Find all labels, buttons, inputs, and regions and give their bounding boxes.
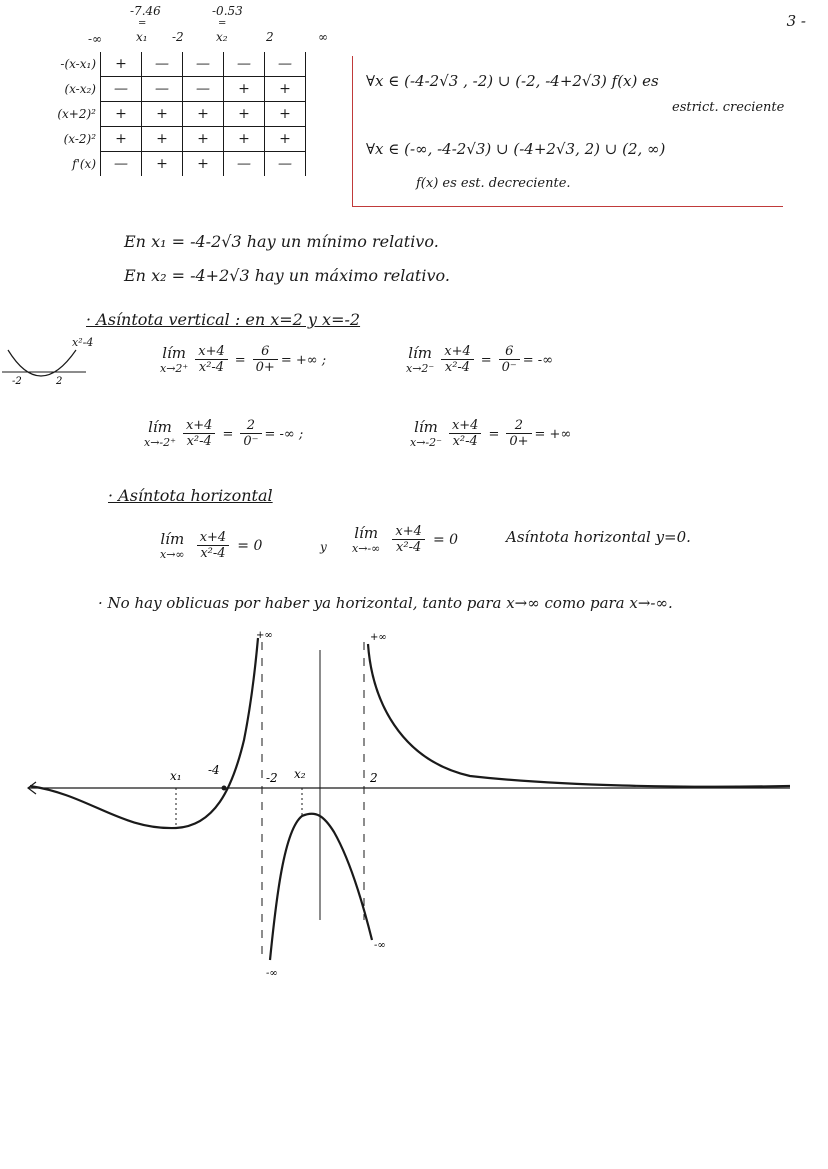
header-x1: x₁: [136, 30, 148, 44]
sign-row: [40, 127, 306, 152]
result-den: 0+: [255, 360, 275, 375]
sign-cell: —: [224, 152, 265, 177]
connector-y: y: [320, 540, 327, 554]
sign-row-label: (x-2)²: [40, 127, 101, 152]
lim-eq: =: [222, 427, 234, 442]
graph-label-minus-inf-left: -∞: [266, 968, 278, 979]
lim-word: lím: [408, 344, 433, 362]
lim-sub: x→-2⁺: [144, 436, 176, 449]
frac-den: x²-4: [444, 360, 471, 375]
header-minus-2: -2: [172, 30, 184, 44]
lim-eq: =: [480, 353, 492, 368]
sketch-label-minus2: -2: [12, 376, 22, 387]
sign-cell: +: [265, 102, 306, 127]
lim-sub: x→2⁺: [160, 362, 189, 375]
extrema-max: En x₂ = -4+2√3 hay un máximo relativo.: [124, 266, 450, 285]
denominator-note: x²-4: [72, 336, 94, 349]
graph-label-minus4: -4: [208, 763, 220, 777]
sign-cell: +: [265, 127, 306, 152]
horizontal-limit-2: [352, 524, 458, 555]
sign-cell: +: [142, 102, 183, 127]
increasing-line1: ∀x ∈ (-4-2√3 , -2) ∪ (-2, -4+2√3) f(x) es: [366, 72, 659, 90]
result-den: 0⁻: [501, 360, 517, 375]
header-x2: x₂: [216, 30, 228, 44]
lim-sub: x→2⁻: [406, 362, 435, 375]
frac-num: x+4: [197, 530, 230, 546]
lim-word: lím: [354, 524, 379, 542]
equals-mark: =: [218, 18, 227, 29]
result-num: 6: [253, 344, 278, 360]
sign-cell: —: [183, 52, 224, 77]
horizontal-conclusion: Asíntota horizontal y=0.: [506, 528, 691, 546]
sign-cell: +: [183, 152, 224, 177]
graph-label-plus-inf-right: +∞: [370, 632, 387, 643]
header-2: 2: [266, 30, 274, 44]
header-inf: ∞: [318, 30, 328, 44]
extrema-min: En x₁ = -4-2√3 hay un mínimo relativo.: [124, 232, 439, 251]
oblique-note: · No hay oblicuas por haber ya horizontal, tanto para x→∞ como para x→-∞.: [98, 594, 673, 612]
sign-cell: —: [265, 52, 306, 77]
page-number: 3 -: [786, 12, 806, 30]
horizontal-limit-1: [160, 530, 262, 561]
sign-cell: +: [183, 127, 224, 152]
sign-row: [40, 52, 306, 77]
lim-word: lím: [414, 418, 438, 436]
lim-result: = +∞ ;: [280, 353, 327, 368]
decreasing-line2: f(x) es est. decreciente.: [416, 176, 571, 191]
horizontal-asymptote-heading: · Asíntota horizontal: [108, 486, 273, 505]
sign-table: [40, 52, 306, 176]
sign-cell: +: [265, 77, 306, 102]
graph-label-minus2: -2: [266, 771, 278, 785]
result-num: 2: [240, 418, 261, 434]
graph-label-plus-inf-left: +∞: [256, 630, 273, 641]
frac-num: x+4: [195, 344, 228, 360]
sign-row-label: (x-x₂): [40, 77, 101, 102]
frac-num: x+4: [441, 344, 474, 360]
increasing-line2: estrict. creciente: [672, 100, 785, 115]
decreasing-line1: ∀x ∈ (-∞, -4-2√3) ∪ (-4+2√3, 2) ∪ (2, ∞): [366, 140, 666, 158]
result-den: 0⁻: [243, 434, 259, 449]
sign-cell: +: [224, 102, 265, 127]
sign-cell: +: [224, 127, 265, 152]
frac-num: x+4: [392, 524, 425, 540]
sign-cell: +: [101, 52, 142, 77]
result-den: 0+: [509, 434, 529, 449]
curve-middle-branch: [270, 814, 372, 960]
sign-cell: —: [142, 52, 183, 77]
lim-result: = -∞ ;: [264, 427, 304, 442]
curve-right-branch: [368, 644, 790, 787]
frac-num: x+4: [449, 418, 482, 434]
frac-den: x²-4: [452, 434, 478, 449]
equals-mark: =: [138, 18, 147, 29]
frac-num: x+4: [183, 418, 216, 434]
curve-left-branch: [30, 638, 258, 828]
sketch-label-2: 2: [56, 376, 63, 387]
lim-word: lím: [148, 418, 172, 436]
lim-word: lím: [162, 344, 187, 362]
lim-result: = +∞: [534, 427, 572, 442]
sign-cell: +: [142, 127, 183, 152]
lim-word: lím: [160, 530, 185, 548]
graph-label-2: 2: [370, 771, 378, 785]
x1-value: -7.46: [130, 4, 161, 18]
lim-sub: x→-∞: [352, 542, 381, 555]
lim-result: = -∞: [522, 353, 554, 368]
frac-den: x²-4: [186, 434, 212, 449]
lim-result: = 0: [237, 538, 263, 554]
vertical-limit: [144, 418, 303, 449]
vertical-limit: [410, 418, 571, 449]
parabola-sketch: [0, 342, 90, 388]
lim-sub: x→-2⁻: [410, 436, 442, 449]
frac-den: x²-4: [200, 546, 226, 561]
result-num: 6: [499, 344, 520, 360]
zero-point: [222, 786, 227, 791]
sign-row: [40, 77, 306, 102]
sign-row: [40, 102, 306, 127]
sign-row: [40, 152, 306, 177]
sign-cell: +: [101, 102, 142, 127]
function-graph: [0, 620, 828, 980]
sign-cell: +: [142, 152, 183, 177]
lim-result: = 0: [433, 532, 459, 548]
sign-cell: +: [101, 127, 142, 152]
vertical-asymptote-heading: · Asíntota vertical : en x=2 y x=-2: [86, 310, 361, 329]
lim-eq: =: [234, 353, 246, 368]
lim-sub: x→∞: [160, 548, 185, 561]
x2-value: -0.53: [212, 4, 243, 18]
graph-label-minus-inf-right: -∞: [374, 940, 386, 951]
vertical-limit: [406, 344, 553, 375]
graph-label-x1: x₁: [170, 769, 182, 783]
graph-label-x2: x₂: [294, 767, 306, 781]
sign-cell: +: [183, 102, 224, 127]
sign-row-label: f'(x): [40, 152, 101, 177]
frac-den: x²-4: [396, 540, 422, 555]
lim-eq: =: [488, 427, 500, 442]
sign-row-label: -(x-x₁): [40, 52, 101, 77]
sign-cell: —: [101, 77, 142, 102]
sign-cell: —: [101, 152, 142, 177]
header-minus-inf: -∞: [88, 32, 103, 46]
result-num: 2: [506, 418, 531, 434]
sign-cell: —: [265, 152, 306, 177]
sign-cell: —: [224, 52, 265, 77]
sign-cell: —: [183, 77, 224, 102]
sign-cell: —: [142, 77, 183, 102]
frac-den: x²-4: [198, 360, 225, 375]
sign-cell: +: [224, 77, 265, 102]
sign-row-label: (x+2)²: [40, 102, 101, 127]
vertical-limit: [160, 344, 326, 375]
